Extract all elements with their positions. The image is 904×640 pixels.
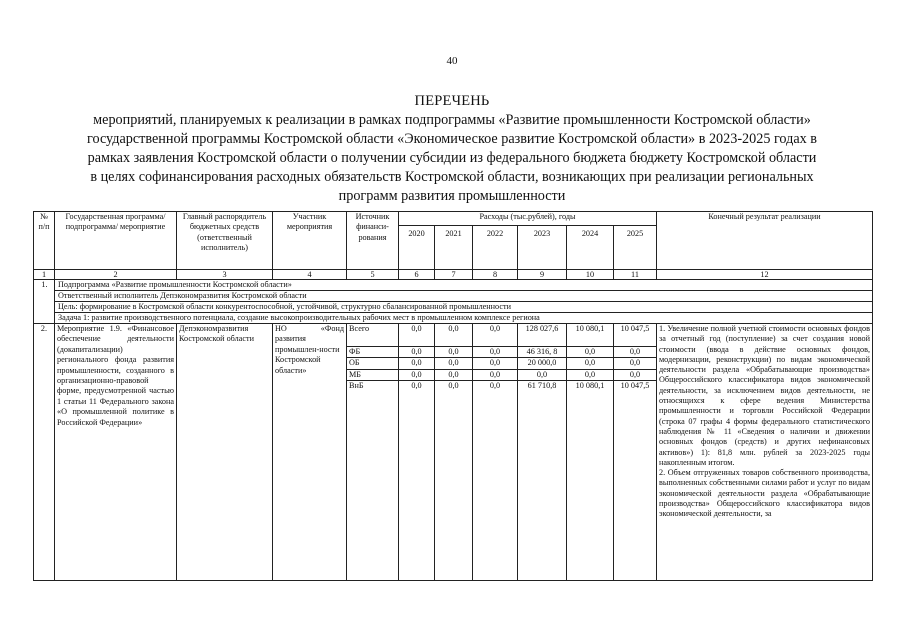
column-number: 7 xyxy=(435,270,473,280)
financing-source: МБ xyxy=(347,369,399,380)
event-result xyxy=(657,324,873,581)
financing-value: 128 027,6 xyxy=(518,324,567,347)
header-participant: Участник мероприятия xyxy=(273,212,347,270)
event-name: Мероприятие 1.9. «Финансовое обеспечение деятельности (докапитализации) регионального фонда развития промышленности, созданного в организационно-правовой форме, предусмотренной частью 1 статьи 11 Федерального закона «О промышленной политике в Российской Федерации» xyxy=(55,324,177,581)
header-year: 2025 xyxy=(614,226,657,270)
financing-value: 0,0 xyxy=(473,381,518,581)
financing-source: ОБ xyxy=(347,358,399,369)
column-number: 6 xyxy=(399,270,435,280)
column-number: 4 xyxy=(273,270,347,280)
financing-value: 20 000,0 xyxy=(518,358,567,369)
header-result: Конечный результат реализации xyxy=(657,212,873,270)
financing-value: 10 047,5 xyxy=(614,324,657,347)
subprogram-title: Подпрограмма «Развитие промышленности Костромской области» xyxy=(55,280,873,291)
events-table xyxy=(33,211,873,581)
financing-value: 0,0 xyxy=(473,358,518,369)
financing-value: 0,0 xyxy=(435,347,473,358)
heading-line: программ развития промышленности xyxy=(338,188,566,204)
financing-source: ВнБ xyxy=(347,381,399,581)
result-item: 2. Объем отгруженных товаров собственного производства, выполненных собственными силами работ и услуг по видам экономической деятельности раздела «Обрабатывающие производства» Общероссийского классификатора видов экономической деятельности, за xyxy=(659,468,871,519)
subprogram-goal: Цель: формирование в Костромской области конкурентоспособной, устойчивой, структурно сбалансированной промышленности xyxy=(55,302,873,313)
responsible-executor: Ответственный исполнитель Депэкономразвития Костромской области xyxy=(55,291,873,302)
event-manager: Депэкономразвития Костромской области xyxy=(177,324,273,581)
financing-value: 0,0 xyxy=(435,358,473,369)
heading-line: рамках заявления Костромской области о получении субсидии из федерального бюджета бюджету Костромской области xyxy=(87,150,817,166)
header-num: № п/п xyxy=(34,212,55,270)
financing-value: 61 710,8 xyxy=(518,381,567,581)
header-source: Источник финанси-рования xyxy=(347,212,399,270)
header-manager: Главный распорядитель бюджетных средств (ответственный исполнитель) xyxy=(177,212,273,270)
financing-value: 0,0 xyxy=(614,358,657,369)
header-year: 2022 xyxy=(473,226,518,270)
document-heading xyxy=(50,111,854,206)
column-number: 5 xyxy=(347,270,399,280)
financing-value: 0,0 xyxy=(435,381,473,581)
event-participant: НО «Фонд развития промышлен-ности Костромской области» xyxy=(273,324,347,581)
financing-value: 0,0 xyxy=(399,358,435,369)
financing-value: 0,0 xyxy=(518,369,567,380)
financing-value: 0,0 xyxy=(399,381,435,581)
financing-value: 10 080,1 xyxy=(567,324,614,347)
financing-value: 0,0 xyxy=(614,347,657,358)
row-number: 1. xyxy=(34,280,55,324)
row-number: 2. xyxy=(34,324,55,581)
header-program: Государственная программа/подпрограмма/ мероприятие xyxy=(55,212,177,270)
header-year: 2023 xyxy=(518,226,567,270)
column-number: 1 xyxy=(34,270,55,280)
financing-value: 0,0 xyxy=(399,347,435,358)
column-number: 8 xyxy=(473,270,518,280)
financing-value: 0,0 xyxy=(435,324,473,347)
financing-value: 0,0 xyxy=(473,324,518,347)
financing-value: 0,0 xyxy=(567,358,614,369)
header-year: 2020 xyxy=(399,226,435,270)
financing-value: 0,0 xyxy=(399,324,435,347)
financing-value: 0,0 xyxy=(614,369,657,380)
financing-source: Всего xyxy=(347,324,399,347)
financing-value: 0,0 xyxy=(473,369,518,380)
column-number: 11 xyxy=(614,270,657,280)
page-number: 40 xyxy=(446,55,458,67)
financing-source: ФБ xyxy=(347,347,399,358)
header-year: 2021 xyxy=(435,226,473,270)
result-item: 1. Увеличение полной учетной стоимости основных фондов за отчетный год (поступление) за счет создания новой стоимости (ввода в действие основных фондов, модернизации, реконструкции) по видам экономической деятельности раздела «Обрабатывающие производства» Общероссийского классификатора видов экономической деятельности, за исключением видов деятельности, не относящихся к сфере ведения Министерства промышленности и торговли Российской Федерации (строка 07 графы 4 формы федерального статистического наблюдения № 11 «Сведения о наличии и движении основных фондов (средств) и других нефинансовых активов») 1): 81,8 млн. рублей за 2023-2025 годы накопленным итогом. xyxy=(659,324,870,467)
header-year: 2024 xyxy=(567,226,614,270)
heading-line: мероприятий, планируемых к реализации в рамках подпрограммы «Развитие промышленности Костромской области» xyxy=(93,112,811,128)
column-number: 2 xyxy=(55,270,177,280)
financing-value: 0,0 xyxy=(435,369,473,380)
column-number: 3 xyxy=(177,270,273,280)
column-number: 12 xyxy=(657,270,873,280)
financing-value: 0,0 xyxy=(567,347,614,358)
financing-value: 10 080,1 xyxy=(567,381,614,581)
column-number: 10 xyxy=(567,270,614,280)
header-expenses: Расходы (тыс.рублей), годы xyxy=(399,212,657,226)
subprogram-task: Задача 1: развитие производственного потенциала, создание высокопроизводительных рабочих мест в промышленном комплексе региона xyxy=(55,313,873,324)
heading-line: в целях софинансирования расходных обязательств Костромской области, возникающих при реализации региональных xyxy=(90,169,814,185)
document-title: ПЕРЕЧЕНЬ xyxy=(414,93,490,109)
column-number: 9 xyxy=(518,270,567,280)
financing-value: 0,0 xyxy=(567,369,614,380)
financing-value: 46 316, 8 xyxy=(518,347,567,358)
financing-value: 0,0 xyxy=(473,347,518,358)
financing-value: 0,0 xyxy=(399,369,435,380)
financing-value: 10 047,5 xyxy=(614,381,657,581)
heading-line: государственной программы Костромской области «Экономическое развитие Костромской области» в 2023-2025 годах в xyxy=(87,131,817,147)
